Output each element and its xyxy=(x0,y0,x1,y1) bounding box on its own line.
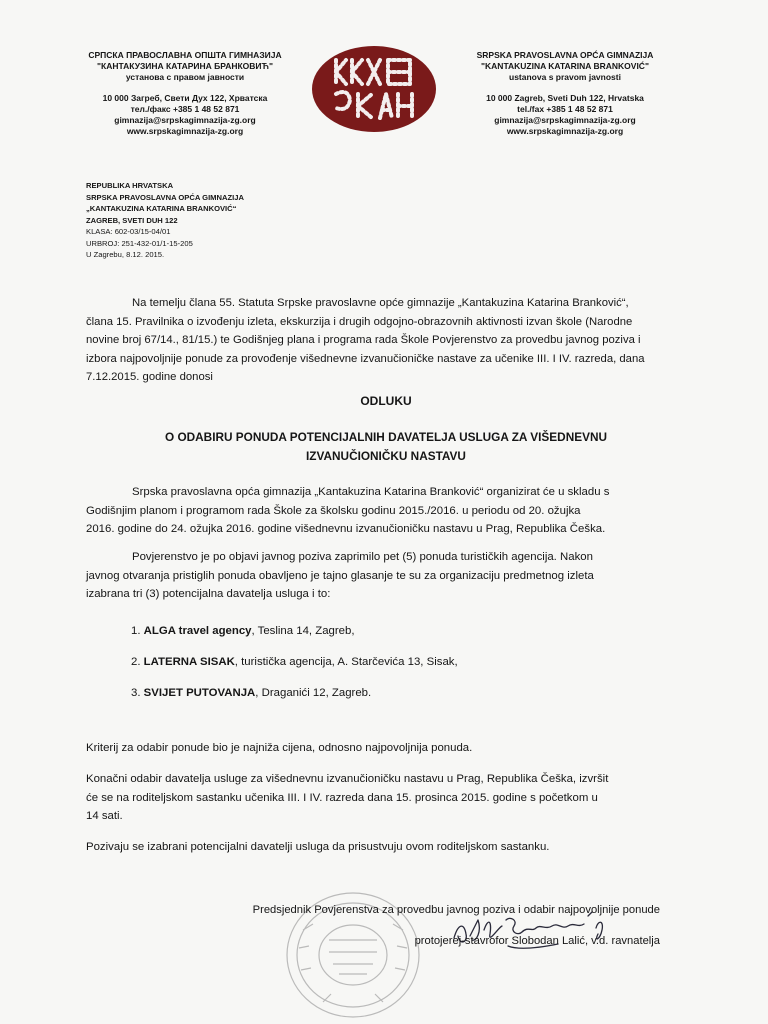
school-name-line: „KANTAKUZINA KATARINA BRANKOVIĆ“ xyxy=(86,204,237,213)
final-line: će se na roditeljskom sastanku učenika III. I IV. razreda dana 15. prosinca 2015. godine s početkom u xyxy=(86,791,598,804)
offers-line: Povjerenstvo je po objavi javnog poziva zaprimilo pet (5) ponuda turističkih agencija. Nakon xyxy=(132,551,593,563)
logo-monogram-icon xyxy=(328,54,420,124)
criteria-paragraph: Kriterij za odabir ponude bio je najniža cijena, odnosno najpovoljnija ponuda. xyxy=(86,742,473,754)
school-name-cyrillic: СРПСКА ПРАВОСЛАВНА ОПШТА ГИМНАЗИЈА xyxy=(88,50,282,60)
final-line: Konačni odabir davatelja usluge za višednevnu izvanučioničku nastavu u Prag, Republika Češka, izvršit xyxy=(86,773,609,785)
letterhead-latin xyxy=(445,50,685,137)
intro-line: Na temelju člana 55. Statuta Srpske pravoslavne opće gimnazije „Kantakuzina Katarina Branković“, xyxy=(132,297,629,309)
subtitle-line: O ODABIRU PONUDA POTENCIJALNIH DAVATELJA USLUGA ZA VIŠEDNEVNU xyxy=(165,430,607,444)
city-line: ZAGREB, SVETI DUH 122 xyxy=(86,215,178,225)
final-line: 14 sati. xyxy=(86,810,123,823)
provider-address: , turistička agencija, A. Starčevića 13, Sisak, xyxy=(234,656,458,668)
provider-name: ALGA travel agency xyxy=(143,625,252,637)
signature-title: Predsjednik Povjerenstva za provedbu javnog poziva i odabir najpovoljnije ponude xyxy=(252,904,660,916)
list-item xyxy=(131,687,371,699)
school-logo xyxy=(312,46,436,132)
subtitle-line: IZVANUČIONIČKU NASTAVU xyxy=(306,449,466,463)
provider-name: SVIJET PUTOVANJA xyxy=(143,687,256,699)
invitation-paragraph: Pozivaju se izabrani potencijalni davatelji usluga da prisustvuju ovom roditeljskom sastanku. xyxy=(86,841,550,853)
list-number: 3. xyxy=(131,687,141,699)
trip-line: Srpska pravoslavna opća gimnazija „Kantakuzina Katarina Branković“ organizirat će u skladu s xyxy=(132,486,610,498)
trip-line: 2016. godine do 24. ožujka 2016. godine višednevnu izvanučioničku nastavu u Prag, Republika Češka. xyxy=(86,523,606,536)
institution-status-cyrillic: установа с правом јавности xyxy=(125,72,245,82)
klasa: KLASA: 602-03/15-04/01 xyxy=(86,227,171,236)
phone-latin: tel./fax +385 1 48 52 871 xyxy=(517,104,613,114)
address-cyrillic: 10 000 Загреб, Свети Дух 122, Хрватска xyxy=(102,93,268,103)
email-cyrillic: gimnazija@srpskagimnazija-zg.org xyxy=(114,115,256,125)
phone-cyrillic: тел./факс +385 1 48 52 871 xyxy=(130,104,240,114)
decision-subtitle xyxy=(86,428,686,466)
decision-title: ODLUKU xyxy=(360,394,412,408)
school-name-latin: SRPSKA PRAVOSLAVNA OPĆA GIMNAZIJA xyxy=(476,50,654,60)
provider-name: LATERNA SISAK xyxy=(143,656,235,668)
list-item xyxy=(131,625,355,637)
trip-line: Godišnjim planom i programom rada Škole za školsku godinu 2015./2016. u periodu od 20. ožujka xyxy=(86,504,581,517)
intro-line: novine broj 67/14., 81/15.) te Godišnjeg plana i programa rada Škole Povjerenstvo za provedbu javnog poziva i xyxy=(86,334,641,346)
institution-status-latin: ustanova s pravom javnosti xyxy=(509,72,621,82)
email-latin: gimnazija@srpskagimnazija-zg.org xyxy=(494,115,636,125)
school-title-latin: "KANTAKUZINA KATARINA BRANKOVIĆ" xyxy=(481,61,649,71)
final-selection-paragraph xyxy=(86,770,686,826)
urbroj: URBROJ: 251-432-01/1-15-205 xyxy=(86,238,193,248)
website-cyrillic: www.srpskagimnazija-zg.org xyxy=(126,126,244,136)
letterhead-cyrillic xyxy=(70,50,300,137)
document-date: U Zagrebu, 8.12. 2015. xyxy=(86,250,165,259)
list-number: 1. xyxy=(131,625,141,637)
country-line: REPUBLIKA HRVATSKA xyxy=(86,181,174,190)
offers-line: izabrana tri (3) potencijalna davatelja usluga i to: xyxy=(86,588,331,601)
intro-line: 7.12.2015. godine donosi xyxy=(86,371,213,383)
offers-paragraph xyxy=(86,548,686,604)
intro-line: izbora najpovoljnije ponude za provođenje višednevne izvanučioničke nastave za učenike III. I IV. razreda, dana xyxy=(86,352,645,365)
provider-address: , Draganići 12, Zagreb. xyxy=(255,687,372,699)
offers-line: javnog otvaranja pristiglih ponuda obavljeno je tajno glasanje te su za organizaciju predmetnog izleta xyxy=(86,569,594,582)
intro-line: člana 15. Pravilnika o izvođenju izleta, ekskurzija i drugih odgojno-obrazovnih aktivnosti izvan škole (Narodne xyxy=(86,315,633,328)
list-item xyxy=(131,656,458,668)
school-line: SRPSKA PRAVOSLAVNA OPĆA GIMNAZIJA xyxy=(86,192,244,202)
provider-address: , Teslina 14, Zagreb, xyxy=(251,625,355,637)
signatory-name: protojerej-stavrofor Slobodan Lalić, v.d. ravnatelja xyxy=(414,935,660,947)
reference-block xyxy=(86,180,244,261)
list-number: 2. xyxy=(131,656,141,668)
school-title-cyrillic: "КАНТАКУЗИНА КАТАРИНА БРАНКОВИЋ" xyxy=(97,61,273,71)
intro-paragraph xyxy=(86,294,686,387)
website-latin: www.srpskagimnazija-zg.org xyxy=(506,126,624,136)
address-latin: 10 000 Zagreb, Sveti Duh 122, Hrvatska xyxy=(486,93,644,103)
trip-paragraph xyxy=(86,483,686,539)
